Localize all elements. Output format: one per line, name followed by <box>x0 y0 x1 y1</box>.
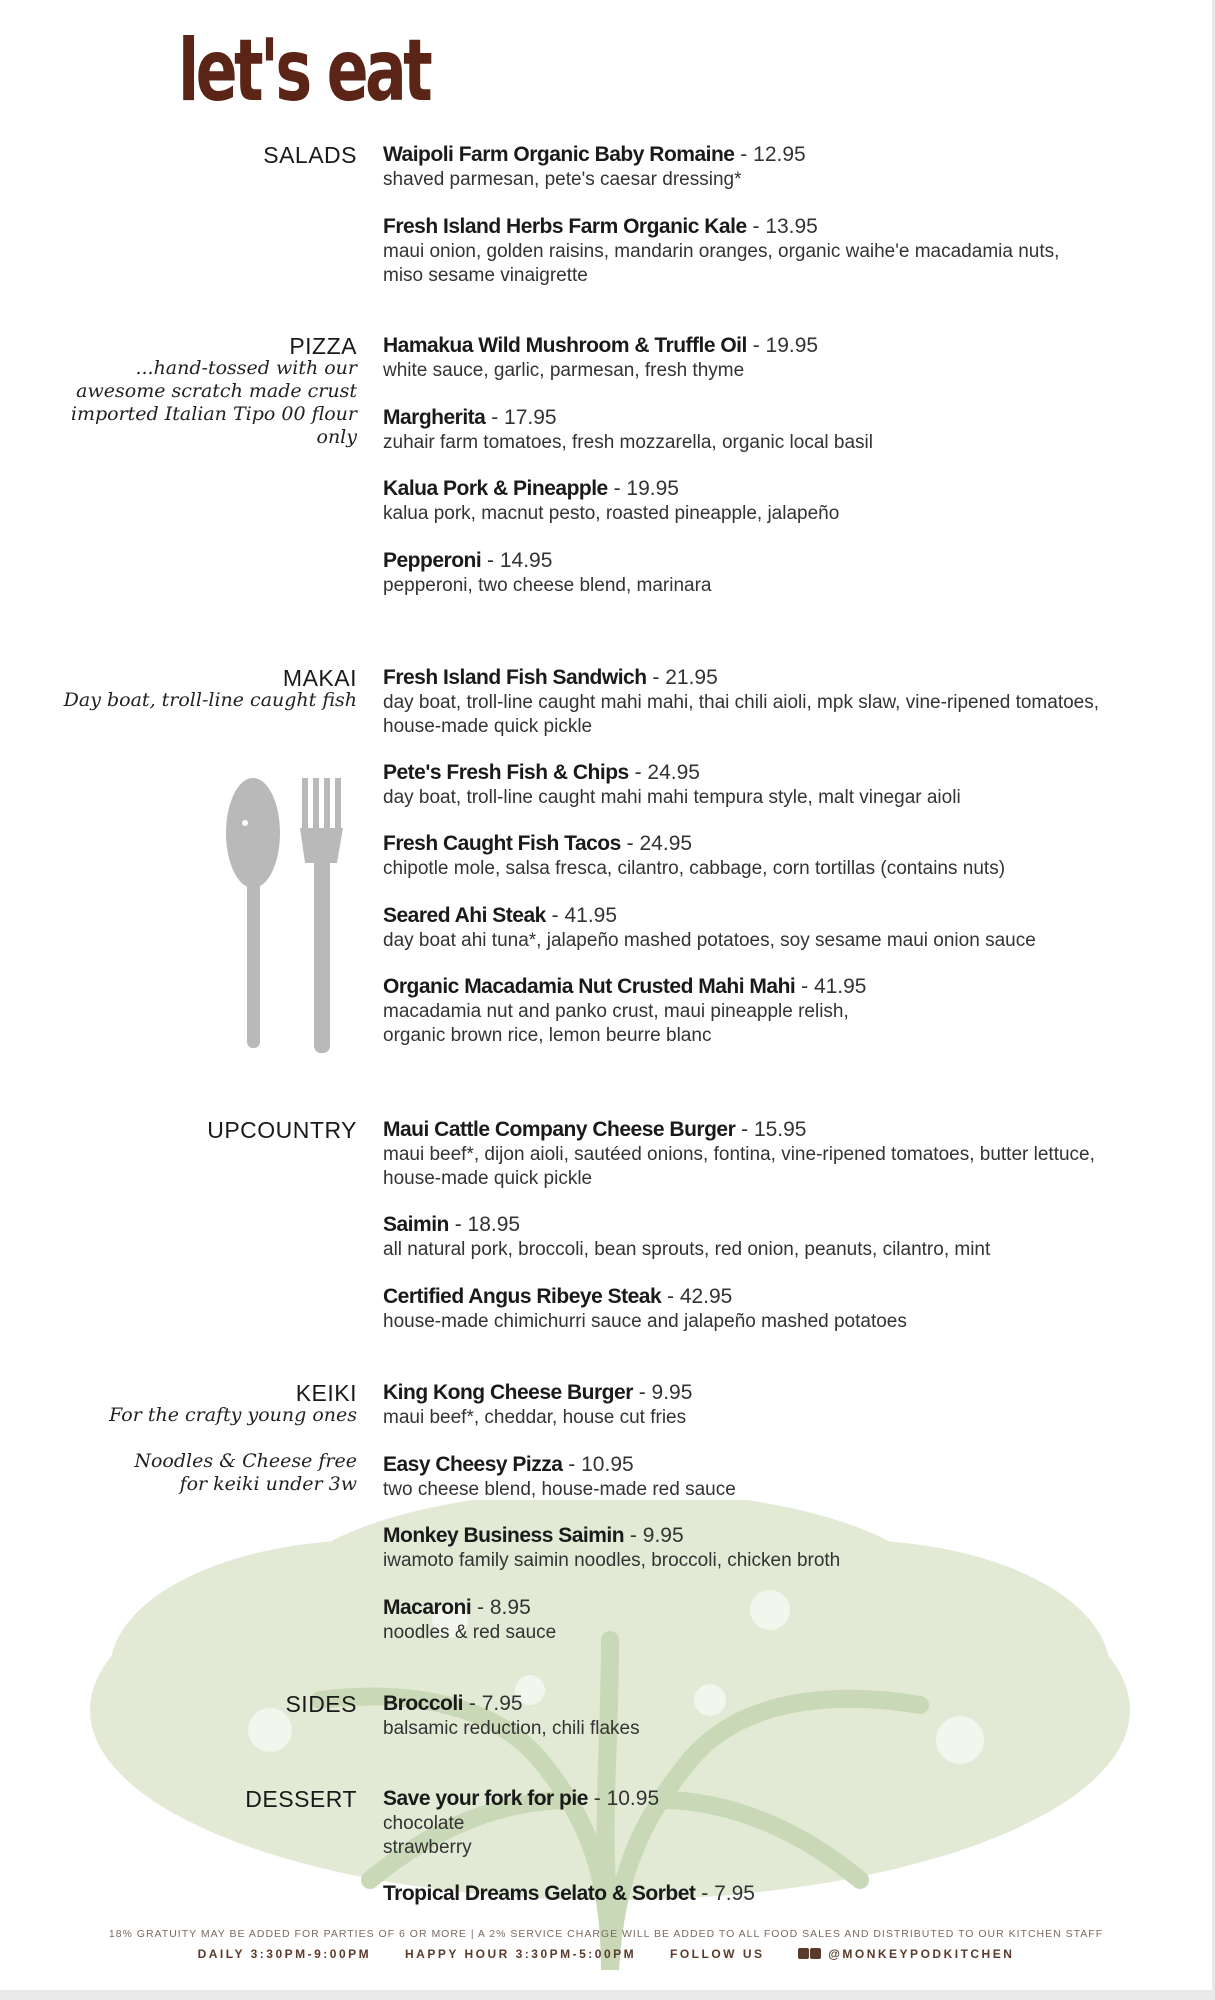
facebook-icon[interactable] <box>798 1948 809 1959</box>
menu-item: Fresh Caught Fish Tacos - 24.95 chipotle mole, salsa fresca, cilantro, cabbage, corn tortillas (contains nuts) <box>383 831 1143 881</box>
item-price: 10.95 <box>581 1453 634 1476</box>
item-price: 19.95 <box>765 334 819 357</box>
menu-title: let's eat <box>178 21 430 121</box>
item-description: day boat ahi tuna*, jalapeño mashed potatoes, soy sesame maui onion sauce <box>383 930 1036 951</box>
menu-item: Saimin - 18.95 all natural pork, broccoli, bean sprouts, red onion, peanuts, cilantro, mint <box>383 1212 1143 1262</box>
item-price: 17.95 <box>504 406 557 429</box>
item-name: Seared Ahi Steak <box>383 904 546 927</box>
item-name: Organic Macadamia Nut Crusted Mahi Mahi <box>383 975 796 998</box>
menu-item: Monkey Business Saimin - 9.95 iwamoto family saimin noodles, broccoli, chicken broth <box>383 1523 1143 1573</box>
item-name: King Kong Cheese Burger <box>383 1381 633 1404</box>
item-description: maui beef*, dijon aioli, sautéed onions, fontina, vine-ripened tomatoes, butter lettuce, house-made quick pickle <box>383 1144 1095 1189</box>
item-name: Fresh Island Herbs Farm Organic Kale <box>383 215 747 238</box>
item-description: day boat, troll-line caught mahi mahi, thai chili aioli, mpk slaw, vine-ripened tomatoes, house-made quick pickle <box>383 692 1100 737</box>
menu-item: Hamakua Wild Mushroom & Truffle Oil - 19.95 white sauce, garlic, parmesan, fresh thyme <box>383 333 1143 383</box>
item-price: 7.95 <box>714 1882 755 1905</box>
social-handle[interactable] <box>798 1947 1014 1961</box>
section-heading: PIZZA <box>289 333 357 359</box>
menu-item: Seared Ahi Steak - 41.95 day boat ahi tuna*, jalapeño mashed potatoes, soy sesame maui onion sauce <box>383 903 1143 953</box>
section-note: ...hand-tossed with our awesome scratch made crust imported Italian Tipo 00 flour only <box>70 357 357 448</box>
item-name: Pepperoni <box>383 549 482 572</box>
item-price: 10.95 <box>606 1787 660 1810</box>
item-name: Saimin <box>383 1213 449 1236</box>
section-heading: MAKAI <box>282 665 357 691</box>
item-description: iwamoto family saimin noodles, broccoli, chicken broth <box>383 1550 841 1571</box>
item-description: two cheese blend, house-made red sauce <box>383 1479 736 1500</box>
section-heading: DESSERT <box>245 1786 357 1812</box>
item-price: 24.95 <box>639 832 693 855</box>
item-description: pepperoni, two cheese blend, marinara <box>383 575 712 596</box>
menu-item: Easy Cheesy Pizza - 10.95 two cheese blend, house-made red sauce <box>383 1452 1143 1502</box>
spoon-fork-illustration <box>225 778 350 1058</box>
menu-item: Pepperoni - 14.95 pepperoni, two cheese blend, marinara <box>383 548 1143 598</box>
item-price: 9.95 <box>642 1524 684 1547</box>
section-heading: UPCOUNTRY <box>207 1117 357 1143</box>
hours-text: DAILY 3:30PM-9:00PM <box>197 1947 372 1961</box>
item-name: Margherita <box>383 406 486 429</box>
happy-hour-text: HAPPY HOUR 3:30PM-5:00PM <box>404 1947 637 1961</box>
item-name: Hamakua Wild Mushroom & Truffle Oil <box>383 334 747 357</box>
menu-item: Fresh Island Herbs Farm Organic Kale - 13.95 maui onion, golden raisins, mandarin oranges, organic waihe'e macadamia nuts, miso sesame vinaigrette <box>383 214 1143 288</box>
item-name: Maui Cattle Company Cheese Burger <box>383 1118 736 1141</box>
section-note: Day boat, troll-line caught fish <box>63 689 357 711</box>
menu-item: King Kong Cheese Burger - 9.95 maui beef*, cheddar, house cut fries <box>383 1380 1143 1430</box>
item-price: 12.95 <box>753 143 806 166</box>
menu-item: Maui Cattle Company Cheese Burger - 15.95 maui beef*, dijon aioli, sautéed onions, fontina, vine-ripened tomatoes, butter lettuce, house-made quick pickle <box>383 1117 1143 1191</box>
item-price: 13.95 <box>765 215 818 238</box>
item-description: day boat, troll-line caught mahi mahi tempura style, malt vinegar aioli <box>383 787 961 808</box>
item-description: chocolate strawberry <box>383 1813 472 1858</box>
item-name: Fresh Island Fish Sandwich <box>383 666 647 689</box>
menu-item: Tropical Dreams Gelato & Sorbet - 7.95 <box>383 1882 755 1905</box>
item-price: 18.95 <box>467 1213 521 1236</box>
instagram-icon[interactable] <box>810 1948 821 1959</box>
item-description: zuhair farm tomatoes, fresh mozzarella, organic local basil <box>383 432 873 453</box>
item-name: Waipoli Farm Organic Baby Romaine <box>383 143 735 166</box>
item-description: maui onion, golden raisins, mandarin oranges, organic waihe'e macadamia nuts, miso sesame vinaigrette <box>383 241 1060 286</box>
menu-item: Macaroni - 8.95 noodles & red sauce <box>383 1595 1143 1645</box>
item-price: 14.95 <box>499 549 553 572</box>
item-name: Certified Angus Ribeye Steak <box>383 1285 662 1308</box>
item-description: maui beef*, cheddar, house cut fries <box>383 1407 687 1428</box>
item-price: 24.95 <box>647 761 700 784</box>
menu-item: Save your fork for pie - 10.95 chocolate strawberry <box>383 1786 1143 1860</box>
menu-item: Certified Angus Ribeye Steak - 42.95 house-made chimichurri sauce and jalapeño mashed potatoes <box>383 1284 1143 1334</box>
item-price: 15.95 <box>753 1118 807 1141</box>
item-name: Easy Cheesy Pizza <box>383 1453 563 1476</box>
section-note-free-offer: Noodles & Cheese free for keiki under 3w <box>134 1450 357 1495</box>
item-price: 19.95 <box>626 477 679 500</box>
section-heading: SALADS <box>263 142 357 168</box>
item-name: Broccoli <box>383 1692 464 1715</box>
item-description: all natural pork, broccoli, bean sprouts, red onion, peanuts, cilantro, mint <box>383 1239 991 1260</box>
item-name: Kalua Pork & Pineapple <box>383 477 608 500</box>
item-price: 21.95 <box>665 666 718 689</box>
item-price: 41.95 <box>813 975 867 998</box>
menu-item: Waipoli Farm Organic Baby Romaine - 12.95 shaved parmesan, pete's caesar dressing* <box>383 142 1143 192</box>
follow-us-text: FOLLOW US <box>670 1947 765 1961</box>
menu-item: Organic Macadamia Nut Crusted Mahi Mahi - 41.95 macadamia nut and panko crust, maui pineapple relish, organic brown rice, lemon beurre blanc <box>383 974 1143 1048</box>
item-description: shaved parmesan, pete's caesar dressing* <box>383 169 742 190</box>
item-price: 7.95 <box>481 1692 523 1715</box>
menu-item: Fresh Island Fish Sandwich - 21.95 day boat, troll-line caught mahi mahi, thai chili aioli, mpk slaw, vine-ripened tomatoes, house-made quick pickle <box>383 665 1143 739</box>
menu-item: Margherita - 17.95 zuhair farm tomatoes, fresh mozzarella, organic local basil <box>383 405 1143 455</box>
menu-item: Kalua Pork & Pineapple - 19.95 kalua pork, macnut pesto, roasted pineapple, jalapeño <box>383 476 1143 526</box>
menu-item: Broccoli - 7.95 balsamic reduction, chili flakes <box>383 1691 1143 1741</box>
section-note: For the crafty young ones <box>109 1404 357 1426</box>
social-handle-text: @MONKEYPODKITCHEN <box>828 1947 1015 1961</box>
footer-info <box>0 1947 1212 1961</box>
item-price: 8.95 <box>489 1596 531 1619</box>
section-heading: KEIKI <box>295 1380 357 1406</box>
item-price: 42.95 <box>679 1285 733 1308</box>
section-heading: SIDES <box>285 1691 357 1717</box>
gratuity-notice: 18% GRATUITY MAY BE ADDED FOR PARTIES OF 6 OR MORE | A 2% SERVICE CHARGE WILL BE ADDED TO ALL FOOD SALES AND DISTRIBUTED TO OUR KITCHEN STAFF <box>108 1928 1104 1940</box>
item-description: noodles & red sauce <box>383 1622 557 1643</box>
item-description: macadamia nut and panko crust, maui pineapple relish, organic brown rice, lemon beurre blanc <box>383 1001 849 1046</box>
item-description: white sauce, garlic, parmesan, fresh thyme <box>383 360 745 381</box>
item-name: Fresh Caught Fish Tacos <box>383 832 621 855</box>
item-description: house-made chimichurri sauce and jalapeño mashed potatoes <box>383 1311 907 1332</box>
item-name: Macaroni <box>383 1596 472 1619</box>
item-name: Monkey Business Saimin <box>383 1524 625 1547</box>
item-name: Save your fork for pie <box>383 1787 588 1810</box>
spoon-icon <box>226 778 280 1048</box>
item-price: 9.95 <box>651 1381 693 1404</box>
item-description: balsamic reduction, chili flakes <box>383 1718 640 1739</box>
menu-item: Pete's Fresh Fish & Chips - 24.95 day boat, troll-line caught mahi mahi tempura style, malt vinegar aioli <box>383 760 1143 810</box>
item-price: 41.95 <box>564 904 618 927</box>
item-name: Pete's Fresh Fish & Chips <box>383 761 629 784</box>
item-description: kalua pork, macnut pesto, roasted pineapple, jalapeño <box>383 503 840 524</box>
item-description: chipotle mole, salsa fresca, cilantro, cabbage, corn tortillas (contains nuts) <box>383 858 1006 879</box>
fork-icon <box>300 778 343 1053</box>
item-name: Tropical Dreams Gelato & Sorbet <box>383 1882 696 1905</box>
